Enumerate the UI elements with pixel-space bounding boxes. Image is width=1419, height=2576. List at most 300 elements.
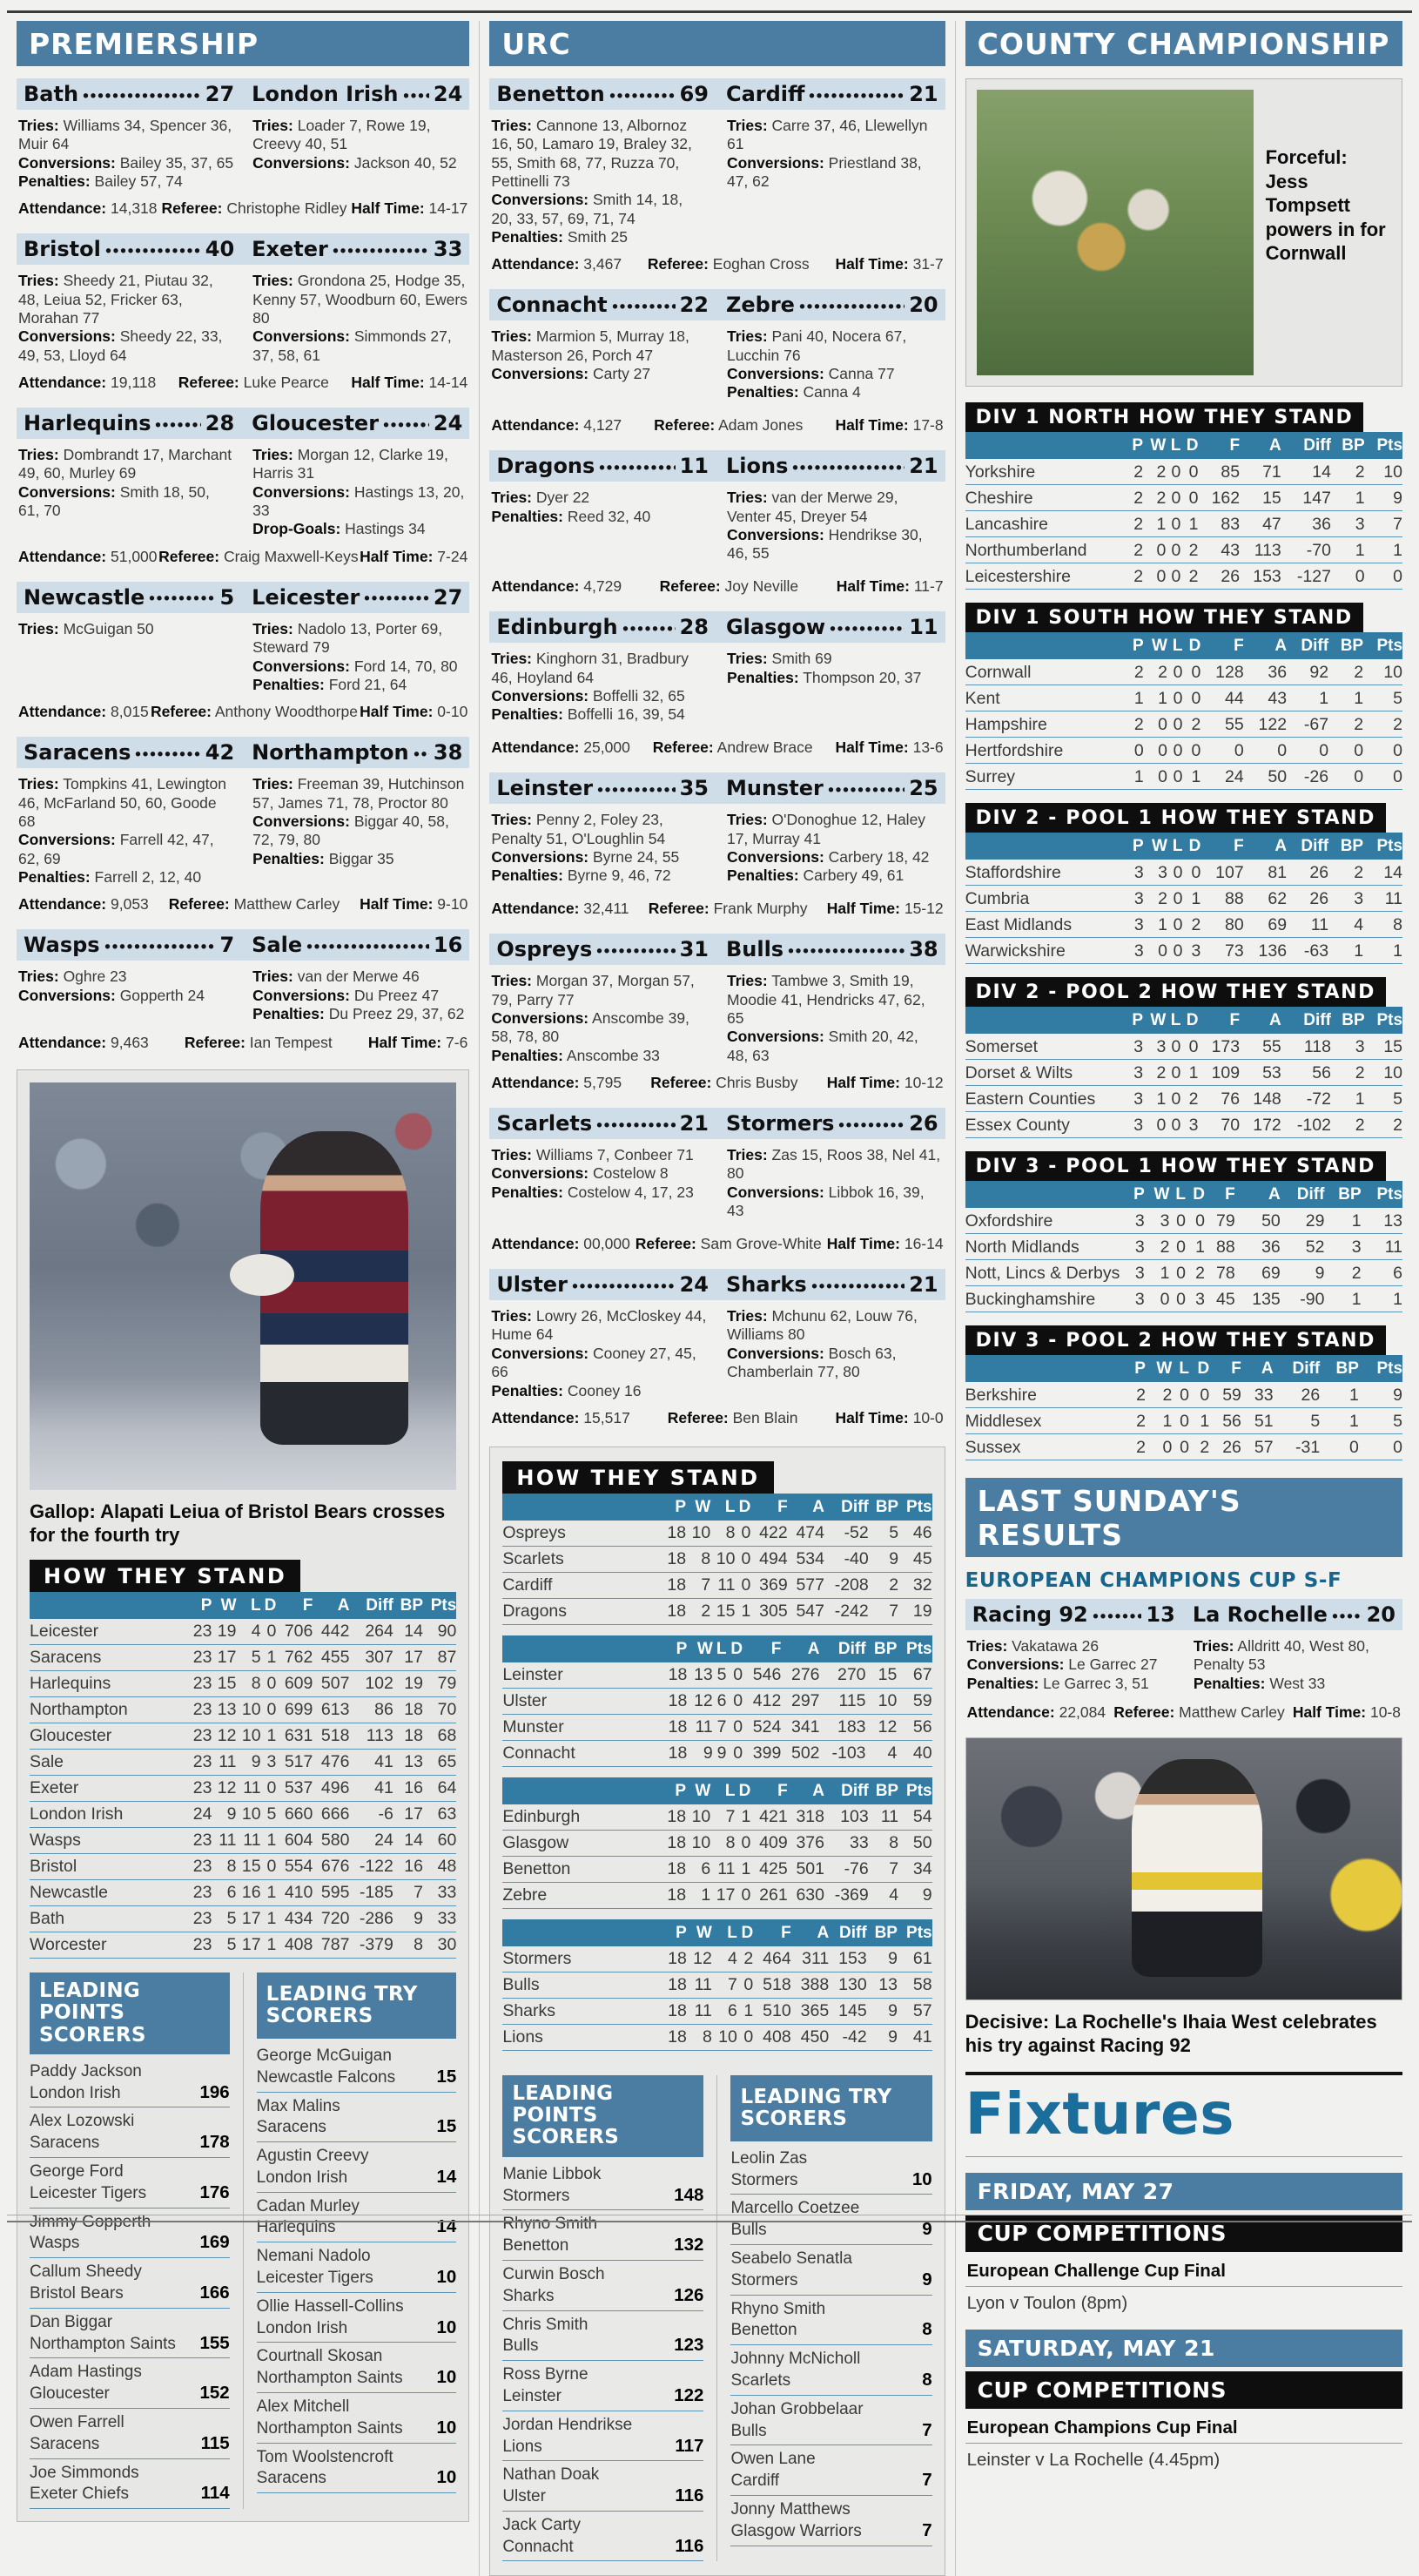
bottom-rule bbox=[7, 2221, 1412, 2222]
column-header: D bbox=[1186, 1181, 1205, 1208]
table-row bbox=[502, 1714, 931, 1740]
urc-standings-panel bbox=[489, 1446, 945, 2576]
table-row bbox=[502, 1662, 931, 1689]
table-row bbox=[965, 860, 1402, 886]
standings-title: DIV 3 - POOL 2 HOW THEY STAND bbox=[965, 1325, 1386, 1355]
table-gap bbox=[502, 1625, 931, 1635]
table-row bbox=[965, 511, 1402, 537]
stat-cell: 2 bbox=[1126, 563, 1143, 590]
stat-cell: 1 bbox=[1365, 537, 1402, 563]
stat-cell: 17 bbox=[710, 1882, 735, 1908]
stat-cell: 0 bbox=[1320, 1434, 1359, 1460]
match-block bbox=[17, 737, 469, 922]
referee: Referee: Craig Maxwell-Keys bbox=[158, 547, 359, 565]
team-score: 21 bbox=[909, 1272, 938, 1298]
stat-cell: 11 bbox=[212, 1749, 236, 1775]
column-header: A bbox=[1240, 432, 1281, 459]
column-header: Diff bbox=[829, 1919, 867, 1946]
table-row bbox=[965, 1060, 1402, 1086]
match-block bbox=[489, 78, 945, 282]
stat-cell: 6 bbox=[686, 1856, 710, 1882]
fixture-category: CUP COMPETITIONS bbox=[965, 2215, 1402, 2252]
standings-table bbox=[502, 1635, 931, 1767]
stat-cell: 12 bbox=[212, 1723, 236, 1749]
table-row bbox=[502, 1521, 931, 1547]
stat-cell: 408 bbox=[276, 1932, 313, 1958]
stat-cell: 9 bbox=[687, 1740, 712, 1766]
match-block bbox=[17, 233, 469, 401]
scorer-team-row bbox=[257, 2418, 457, 2439]
dotted-leader bbox=[612, 300, 676, 311]
stat-cell: -90 bbox=[1281, 1286, 1325, 1312]
team-name: London Irish bbox=[252, 82, 399, 106]
match-scoreline bbox=[489, 1269, 945, 1300]
stat-cell: 1 bbox=[1362, 1286, 1402, 1312]
stat-cell: 48 bbox=[423, 1853, 456, 1879]
stat-cell: 17 bbox=[393, 1801, 423, 1827]
stat-cell: 3 bbox=[1126, 1260, 1144, 1286]
stat-cell: 630 bbox=[788, 1882, 824, 1908]
scorer-team: Leicester Tigers bbox=[30, 2183, 147, 2202]
stat-line: Tries: Tambwe 3, Smith 19, Moodie 41, Hendricks 47, 62, 65 bbox=[726, 972, 925, 1028]
stat-line: Tries: Penny 2, Foley 23, Penalty 51, O'Loughlin 54 bbox=[491, 811, 666, 847]
stat-cell: 1 bbox=[1363, 938, 1402, 964]
stat-cell: 24 bbox=[349, 1827, 393, 1853]
table-row bbox=[965, 685, 1402, 711]
team-cell: Buckinghamshire bbox=[965, 1286, 1127, 1312]
stat-cell: 11 bbox=[687, 1714, 712, 1740]
stat-cell: 60 bbox=[423, 1827, 456, 1853]
stat-cell: 2 bbox=[1328, 711, 1363, 738]
team-cell: Lancashire bbox=[965, 511, 1127, 537]
scorer-entry bbox=[730, 2245, 931, 2296]
county-table-block bbox=[965, 603, 1402, 790]
team-cell: Sharks bbox=[502, 1998, 662, 2024]
scorer-name: George McGuigan bbox=[256, 2046, 392, 2065]
stat-cell: 676 bbox=[313, 1853, 349, 1879]
standings-header-row bbox=[965, 833, 1402, 860]
stat-cell: 8 bbox=[1363, 912, 1402, 938]
scorer-team-row bbox=[730, 2169, 931, 2191]
match-block bbox=[489, 934, 945, 1101]
referee: Referee: Andrew Brace bbox=[652, 738, 813, 757]
scorer-entry bbox=[257, 2444, 457, 2494]
team-name: Exeter bbox=[252, 237, 328, 262]
stat-cell: 0 bbox=[1167, 938, 1183, 964]
table-row bbox=[30, 1723, 456, 1749]
table-row bbox=[965, 711, 1402, 738]
stat-cell: 264 bbox=[349, 1619, 393, 1645]
team-score: 7 bbox=[219, 933, 235, 958]
team-cell: Newcastle bbox=[30, 1879, 187, 1905]
table-row bbox=[30, 1696, 456, 1723]
stat-cell: 762 bbox=[276, 1644, 313, 1670]
scorer-entry bbox=[257, 2142, 457, 2193]
scorer-name: Rhyno Smith bbox=[502, 2215, 598, 2234]
column-header: Pts bbox=[1365, 1007, 1402, 1034]
team-detail-column bbox=[252, 775, 467, 887]
scorer-name: Agustin Creevy bbox=[256, 2147, 369, 2166]
table-row bbox=[965, 485, 1402, 511]
scorer-name: Ross Byrne bbox=[502, 2365, 588, 2384]
match-scoreline bbox=[965, 1599, 1402, 1630]
stat-cell: 5 bbox=[1274, 1408, 1321, 1434]
team-cell: Edinburgh bbox=[502, 1804, 662, 1831]
team-cell: Harlequins bbox=[30, 1670, 187, 1696]
table-row bbox=[965, 563, 1402, 590]
stat-cell: 61 bbox=[898, 1946, 932, 1972]
standings-header-row bbox=[965, 1355, 1402, 1382]
stat-cell: 62 bbox=[1244, 886, 1287, 912]
scorer-entry bbox=[30, 2409, 230, 2459]
stat-cell: 0 bbox=[1144, 711, 1167, 738]
stat-cell: 408 bbox=[753, 2024, 791, 2050]
stat-cell: 534 bbox=[788, 1546, 824, 1572]
referee: Referee: Christophe Ridley bbox=[161, 199, 347, 218]
stat-cell: 30 bbox=[423, 1932, 456, 1958]
stat-cell: 399 bbox=[743, 1740, 781, 1766]
stat-cell: 172 bbox=[1240, 1112, 1281, 1138]
stat-cell: 90 bbox=[423, 1619, 456, 1645]
match-meta bbox=[489, 893, 945, 927]
column-header: Diff bbox=[1281, 1181, 1325, 1208]
stat-line: Penalties: Reed 32, 40 bbox=[491, 507, 651, 525]
team-detail-column bbox=[18, 446, 233, 539]
stat-cell: 0 bbox=[261, 1670, 277, 1696]
stat-cell: 3 bbox=[1126, 886, 1143, 912]
team-cell: Northumberland bbox=[965, 537, 1127, 563]
stat-cell: 2 bbox=[1126, 711, 1143, 738]
stat-cell: 12 bbox=[212, 1775, 236, 1801]
county-photo-panel bbox=[965, 78, 1402, 387]
match-details bbox=[489, 1139, 945, 1228]
column-header: W bbox=[687, 1919, 712, 1946]
match-details bbox=[17, 110, 469, 192]
stat-cell: 2 bbox=[1180, 563, 1198, 590]
standings-header-row bbox=[502, 1635, 931, 1662]
scorer-name: Ollie Hassell-Collins bbox=[256, 2296, 404, 2316]
stat-cell: 10 bbox=[686, 1521, 710, 1547]
column-header: W bbox=[686, 1494, 710, 1521]
stat-cell: 0 bbox=[1365, 563, 1402, 590]
dotted-leader bbox=[414, 747, 429, 759]
stat-cell: 7 bbox=[1365, 511, 1402, 537]
stat-cell: 5 bbox=[1359, 1408, 1402, 1434]
fixture-category: CUP COMPETITIONS bbox=[965, 2371, 1402, 2409]
dotted-leader bbox=[599, 461, 675, 472]
team-score: 11 bbox=[909, 615, 938, 640]
stat-cell: 2 bbox=[1126, 659, 1143, 685]
stat-cell: 18 bbox=[662, 1662, 687, 1689]
stat-cell: 474 bbox=[788, 1521, 824, 1547]
stat-cell: 455 bbox=[313, 1644, 349, 1670]
stat-cell: 36 bbox=[1244, 659, 1287, 685]
dotted-leader bbox=[811, 1279, 905, 1291]
stat-cell: 276 bbox=[781, 1662, 819, 1689]
stat-cell: 52 bbox=[1281, 1234, 1325, 1260]
scorer-team-row bbox=[502, 2436, 703, 2458]
stat-cell: 173 bbox=[1198, 1034, 1240, 1060]
stat-line: Penalties: Du Preez 29, 37, 62 bbox=[252, 1004, 465, 1022]
team-detail-column bbox=[491, 117, 708, 246]
scorer-name: Jonny Matthews bbox=[730, 2500, 851, 2519]
table-row bbox=[965, 1086, 1402, 1112]
scorer-entry bbox=[730, 2345, 931, 2396]
team-cell: Cheshire bbox=[965, 485, 1127, 511]
team-cell: Dragons bbox=[502, 1598, 662, 1624]
county-table-block bbox=[965, 977, 1402, 1138]
table-row bbox=[502, 1572, 931, 1598]
stat-cell: 69 bbox=[1244, 912, 1287, 938]
scorer-team: Wasps bbox=[30, 2234, 80, 2253]
scorer-entry bbox=[730, 2445, 931, 2496]
team-score: 42 bbox=[205, 740, 235, 765]
stat-cell: 41 bbox=[349, 1749, 393, 1775]
stat-line: Penalties: Cooney 16 bbox=[491, 1381, 642, 1399]
stat-line: Conversions: Cooney 27, 45, 66 bbox=[491, 1344, 696, 1381]
leading-points-column bbox=[502, 2075, 716, 2562]
match-block bbox=[17, 408, 469, 575]
standings-title: DIV 2 - POOL 2 HOW THEY STAND bbox=[965, 977, 1386, 1007]
stat-cell: 660 bbox=[276, 1801, 313, 1827]
stat-cell: 0 bbox=[1144, 738, 1167, 764]
stat-cell: 0 bbox=[1328, 738, 1363, 764]
stat-cell: 1 bbox=[1183, 886, 1201, 912]
stat-cell: 1 bbox=[1143, 1086, 1166, 1112]
stat-cell: 15 bbox=[1365, 1034, 1402, 1060]
scorer-entry bbox=[257, 2093, 457, 2143]
stat-cell: 41 bbox=[349, 1775, 393, 1801]
column-header: A bbox=[1240, 1007, 1281, 1034]
team-header bbox=[24, 740, 234, 765]
scorer-name: Seabelo Senatla bbox=[730, 2249, 852, 2269]
stat-cell: 0 bbox=[735, 1546, 750, 1572]
stat-cell: 9 bbox=[1281, 1260, 1325, 1286]
fixtures-title: Fixtures bbox=[965, 2080, 1235, 2148]
half-time: Half Time: 9-10 bbox=[360, 895, 468, 914]
stat-cell: 10 bbox=[686, 1804, 710, 1831]
team-score: 27 bbox=[205, 82, 235, 106]
stat-cell: 8 bbox=[710, 1521, 735, 1547]
stat-cell: 2 bbox=[1365, 1112, 1402, 1138]
stat-cell: 0 bbox=[1144, 938, 1167, 964]
column-header: A bbox=[1244, 833, 1287, 860]
stat-cell: 450 bbox=[791, 2024, 830, 2050]
stat-line: Conversions: Bailey 35, 37, 65 bbox=[18, 153, 234, 172]
match-meta bbox=[17, 367, 469, 401]
stat-cell: 18 bbox=[662, 1998, 687, 2024]
stat-cell: -52 bbox=[824, 1521, 869, 1547]
stat-cell: 56 bbox=[1281, 1060, 1331, 1086]
team-column-header bbox=[965, 1007, 1127, 1034]
stat-cell: 2 bbox=[1331, 459, 1365, 485]
stat-cell: 1 bbox=[1320, 1382, 1359, 1408]
stat-cell: 3 bbox=[1145, 1208, 1170, 1234]
stat-cell: 2 bbox=[1331, 1112, 1365, 1138]
stat-cell: 410 bbox=[276, 1879, 313, 1905]
stat-cell: 0 bbox=[261, 1853, 277, 1879]
dotted-leader bbox=[597, 783, 675, 794]
team-column-header bbox=[502, 1919, 662, 1946]
column-header: L bbox=[237, 1592, 261, 1619]
match-block bbox=[489, 1269, 945, 1436]
column-header: P bbox=[187, 1592, 212, 1619]
stat-cell: 19 bbox=[212, 1619, 236, 1645]
standings-table bbox=[502, 1919, 931, 2051]
stat-cell: 23 bbox=[187, 1905, 212, 1932]
stat-cell: 8 bbox=[710, 1830, 735, 1856]
referee: Referee: Joy Neville bbox=[659, 577, 799, 596]
attendance: Attendance: 14,318 bbox=[18, 199, 158, 218]
standings-table bbox=[30, 1592, 456, 1959]
stat-cell: 8 bbox=[237, 1670, 261, 1696]
stat-cell: 92 bbox=[1287, 659, 1328, 685]
team-cell: Exeter bbox=[30, 1775, 187, 1801]
match-meta bbox=[17, 541, 469, 575]
stat-cell: 261 bbox=[750, 1882, 787, 1908]
match-block bbox=[489, 611, 945, 765]
team-name: Sharks bbox=[725, 1272, 807, 1298]
column-header: Diff bbox=[820, 1635, 866, 1662]
stat-cell: 421 bbox=[750, 1804, 787, 1831]
team-header bbox=[496, 82, 709, 106]
stat-cell: 14 bbox=[1363, 860, 1402, 886]
stat-cell: 46 bbox=[898, 1521, 932, 1547]
team-header bbox=[726, 82, 938, 106]
standings-table bbox=[965, 1007, 1402, 1138]
team-detail-column bbox=[491, 650, 708, 730]
stat-cell: 33 bbox=[824, 1830, 869, 1856]
stat-cell: 5 bbox=[1365, 1086, 1402, 1112]
stat-cell: 1 bbox=[261, 1644, 277, 1670]
table-gap bbox=[502, 1767, 931, 1777]
stat-cell: -127 bbox=[1281, 563, 1331, 590]
stat-cell: 16 bbox=[393, 1775, 423, 1801]
team-detail-column bbox=[252, 117, 467, 191]
stat-cell: 0 bbox=[1180, 485, 1198, 511]
stat-cell: 43 bbox=[1198, 537, 1240, 563]
table-row bbox=[965, 659, 1402, 685]
stat-line: Conversions: Costelow 8 bbox=[491, 1164, 669, 1183]
stat-cell: 18 bbox=[662, 1856, 686, 1882]
stat-cell: 17 bbox=[393, 1644, 423, 1670]
team-cell: Bath bbox=[30, 1905, 187, 1932]
scorer-value: 10 bbox=[436, 2316, 457, 2337]
column-header: L bbox=[1166, 1007, 1180, 1034]
table-row bbox=[965, 938, 1402, 964]
scorer-team-row bbox=[257, 2116, 457, 2138]
stat-cell: -26 bbox=[1287, 764, 1328, 790]
stat-line: Penalties: Thompson 20, 37 bbox=[726, 668, 922, 686]
stat-line: Conversions: Jackson 40, 52 bbox=[252, 153, 457, 172]
team-header bbox=[252, 82, 462, 106]
scorer-team: Bulls bbox=[730, 2421, 767, 2440]
dotted-leader bbox=[135, 747, 200, 759]
table-row bbox=[965, 738, 1402, 764]
stat-cell: 41 bbox=[898, 2024, 932, 2050]
stat-cell: 1 bbox=[1126, 764, 1143, 790]
stat-line: Conversions: Sheedy 22, 33, 49, 53, Lloyd 64 bbox=[18, 327, 223, 364]
column-header: P bbox=[1126, 1355, 1145, 1382]
stat-cell: 1 bbox=[1144, 685, 1167, 711]
team-score: 27 bbox=[433, 584, 463, 610]
stat-cell: 0 bbox=[1166, 563, 1180, 590]
stat-cell: 0 bbox=[1167, 886, 1183, 912]
stat-cell: 26 bbox=[1274, 1382, 1321, 1408]
column-header: Pts bbox=[423, 1592, 456, 1619]
stat-cell: 0 bbox=[737, 1972, 753, 1998]
match-scoreline bbox=[489, 1108, 945, 1139]
column-header: P bbox=[1126, 632, 1143, 659]
standings-title: DIV 1 NORTH HOW THEY STAND bbox=[965, 402, 1364, 432]
stat-cell: 23 bbox=[187, 1749, 212, 1775]
team-cell: Bristol bbox=[30, 1853, 187, 1879]
fixtures-list bbox=[965, 2173, 1402, 2474]
stat-cell: 26 bbox=[1209, 1434, 1241, 1460]
stat-line: Conversions: Biggar 40, 58, 72, 79, 80 bbox=[252, 812, 449, 849]
scorer-team: Stormers bbox=[730, 2270, 798, 2289]
stat-cell: 577 bbox=[788, 1572, 824, 1598]
stat-cell: 494 bbox=[750, 1546, 787, 1572]
column-header: A bbox=[1241, 1355, 1274, 1382]
scorer-team: Stormers bbox=[730, 2170, 798, 2189]
stat-cell: 23 bbox=[187, 1827, 212, 1853]
team-cell: Bulls bbox=[502, 1972, 662, 1998]
scorer-name: Tom Woolstencroft bbox=[256, 2447, 393, 2466]
team-name: Edinburgh bbox=[496, 615, 618, 640]
stat-cell: 23 bbox=[187, 1644, 212, 1670]
stat-cell: 0 bbox=[1167, 659, 1183, 685]
standings-header-row bbox=[502, 1919, 931, 1946]
leading-points-list bbox=[30, 2058, 230, 2509]
table-row bbox=[502, 1598, 931, 1624]
stat-line: Tries: Oghre 23 bbox=[18, 968, 127, 986]
match-block bbox=[965, 1599, 1402, 1730]
stat-cell: 1 bbox=[261, 1905, 277, 1932]
fixture-event: European Champions Cup Final bbox=[965, 2409, 1402, 2444]
scorer-name: Manie Libbok bbox=[502, 2164, 602, 2183]
stat-cell: 2 bbox=[1126, 459, 1143, 485]
team-detail-column bbox=[727, 489, 944, 569]
standings-title: DIV 1 SOUTH HOW THEY STAND bbox=[965, 603, 1363, 632]
stat-cell: 1 bbox=[1189, 1408, 1209, 1434]
team-cell: Sale bbox=[30, 1749, 187, 1775]
team-name: Ospreys bbox=[496, 937, 593, 962]
stat-cell: 1 bbox=[261, 1932, 277, 1958]
stat-cell: 2 bbox=[1143, 1060, 1166, 1086]
stat-line: Tries: Loader 7, Rowe 19, Creevy 40, 51 bbox=[252, 117, 431, 153]
stat-cell: 19 bbox=[898, 1598, 932, 1624]
scorer-value: 8 bbox=[922, 2370, 932, 2391]
stat-cell: 537 bbox=[276, 1775, 313, 1801]
stat-cell: 145 bbox=[829, 1998, 867, 2024]
stat-cell: 0 bbox=[1169, 1208, 1186, 1234]
team-score: 25 bbox=[909, 776, 938, 801]
stat-cell: 10 bbox=[686, 1830, 710, 1856]
stat-cell: 2 bbox=[1146, 1382, 1172, 1408]
team-header bbox=[24, 82, 234, 106]
column-header: Diff bbox=[1287, 632, 1328, 659]
team-header bbox=[24, 585, 234, 610]
scorer-value: 176 bbox=[199, 2182, 230, 2202]
team-cell: Connacht bbox=[502, 1740, 662, 1766]
stat-cell: 1 bbox=[261, 1723, 277, 1749]
stat-cell: 1 bbox=[686, 1882, 710, 1908]
stat-cell: 47 bbox=[1240, 511, 1281, 537]
stat-cell: 10 bbox=[710, 1546, 735, 1572]
scorer-entry bbox=[502, 2461, 703, 2512]
stat-cell: 0 bbox=[1172, 1434, 1189, 1460]
